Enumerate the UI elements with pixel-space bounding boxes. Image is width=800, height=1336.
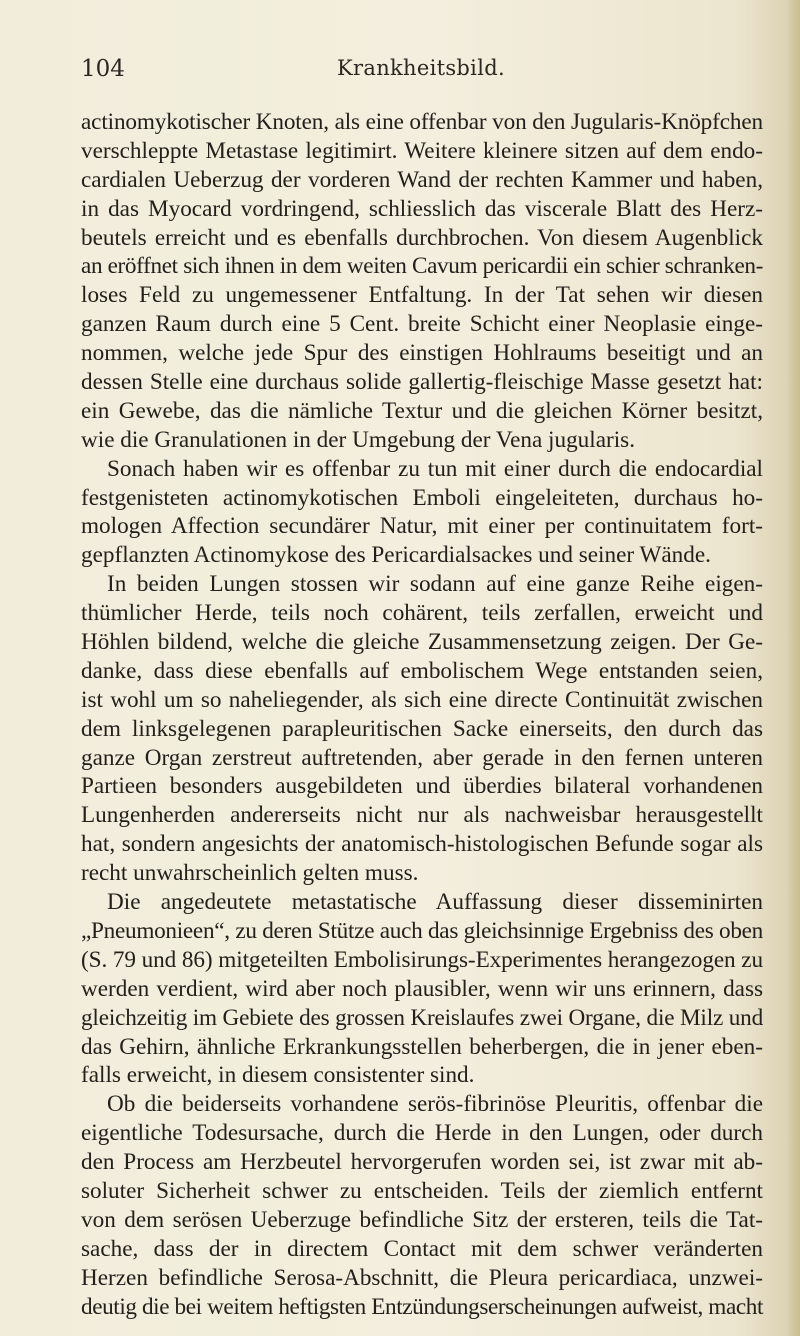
- text-line: hat, sondern angesichts der anatomisch-histologischen Befunde sogar als: [81, 831, 763, 858]
- text-line: ganzen Raum durch eine 5 Cent. breite Schicht einer Neoplasie einge-: [81, 311, 763, 338]
- text-line: eigentliche Todesursache, durch die Herde in den Lungen, oder durch: [81, 1120, 763, 1147]
- text-line: Die angedeutete metastatische Auffassung dieser disseminirten: [107, 889, 763, 916]
- text-line: ein Gewebe, das die nämliche Textur und die gleichen Körner besitzt,: [81, 397, 763, 424]
- text-line: Herzen befindliche Serosa-Abschnitt, die Pleura pericardiaca, unzwei-: [81, 1264, 763, 1291]
- text-line: ist wohl um so naheliegender, als sich eine directe Continuität zwischen: [81, 686, 763, 713]
- text-line: gepflanzten Actinomykose des Pericardialsackes und seiner Wände.: [81, 542, 711, 569]
- text-line: soluter Sicherheit schwer zu entscheiden. Teils der ziemlich entfernt: [81, 1177, 763, 1204]
- text-line: Sonach haben wir es offenbar zu tun mit einer durch die endocardial: [107, 455, 763, 482]
- text-line: dem linksgelegenen parapleuritischen Sacke einerseits, den durch das: [81, 715, 763, 742]
- text-line: danke, dass diese ebenfalls auf embolischem Wege entstanden seien,: [81, 657, 763, 684]
- page-edge-shadow: [786, 0, 800, 1336]
- text-line: das Gehirn, ähnliche Erkrankungsstellen beherbergen, die in jener eben-: [81, 1033, 763, 1060]
- text-line: Lungenherden andererseits nicht nur als nachweisbar herausgestellt: [81, 802, 763, 829]
- text-line: beutels erreicht und es ebenfalls durchbrochen. Von diesem Augenblick: [81, 224, 763, 251]
- text-line: „Pneumonieen“, zu deren Stütze auch das gleichsinnige Ergebniss des oben: [81, 917, 763, 944]
- text-line: werden verdient, wird aber noch plausibler, wenn wir uns erinnern, dass: [81, 975, 763, 1002]
- text-line: Ob die beiderseits vorhandene serös-fibrinöse Pleuritis, offenbar die: [107, 1091, 763, 1118]
- text-line: nommen, welche jede Spur des einstigen Hohlraums beseitigt und an: [81, 340, 763, 367]
- text-line: den Process am Herzbeutel hervorgerufen worden sei, ist zwar mit ab-: [81, 1149, 763, 1176]
- text-line: festgenisteten actinomykotischen Emboli eingeleiteten, durchaus ho-: [81, 484, 763, 511]
- text-line: Höhlen bildend, welche die gleiche Zusammensetzung zeigen. Der Ge-: [81, 629, 763, 656]
- text-line: (S. 79 und 86) mitgeteilten Embolisirungs-Experimentes herangezogen zu: [81, 946, 763, 973]
- text-line: wie die Granulationen in der Umgebung der Vena jugularis.: [81, 426, 635, 453]
- text-line: mologen Affection secundärer Natur, mit einer per continuitatem fort-: [81, 513, 763, 540]
- text-line: von dem serösen Ueberzuge befindliche Sitz der ersteren, teils die Tat-: [81, 1206, 763, 1233]
- page-header: [81, 56, 761, 90]
- text-line: in das Myocard vordringend, schliesslich das viscerale Blatt des Herz-: [81, 195, 763, 222]
- text-line: an eröffnet sich ihnen in dem weiten Cavum pericardii ein schier schranken-: [81, 253, 763, 280]
- text-line: falls erweicht, in diesem consistenter sind.: [81, 1062, 475, 1089]
- text-line: sache, dass der in directem Contact mit dem schwer veränderten: [81, 1235, 763, 1262]
- page-number: 104: [81, 56, 125, 82]
- text-line: recht unwahrscheinlich gelten muss.: [81, 860, 419, 887]
- body-text: [81, 108, 763, 1321]
- text-line: cardialen Ueberzug der vorderen Wand der rechten Kammer und haben,: [81, 166, 763, 193]
- text-line: In beiden Lungen stossen wir sodann auf eine ganze Reihe eigen-: [107, 571, 763, 598]
- text-line: loses Feld zu ungemessener Entfaltung. In der Tat sehen wir diesen: [81, 282, 763, 309]
- text-line: Partieen besonders ausgebildeten und überdies bilateral vorhandenen: [81, 773, 763, 800]
- text-line: deutig die bei weitem heftigsten Entzündungserscheinungen aufweist, macht: [81, 1293, 763, 1320]
- text-line: actinomykotischer Knoten, als eine offenbar von den Jugularis-Knöpfchen: [81, 109, 763, 135]
- text-line: thümlicher Herde, teils noch cohärent, teils zerfallen, erweicht und: [81, 600, 763, 627]
- text-line: dessen Stelle eine durchaus solide gallertig-fleischige Masse gesetzt hat:: [81, 369, 763, 396]
- text-line: ganze Organ zerstreut auftretenden, aber gerade in den fernen unteren: [81, 744, 763, 771]
- running-title: Krankheitsbild.: [337, 56, 505, 80]
- text-line: verschleppte Metastase legitimirt. Weitere kleinere sitzen auf dem endo-: [81, 137, 763, 164]
- text-line: gleichzeitig im Gebiete des grossen Kreislaufes zwei Organe, die Milz und: [81, 1004, 763, 1031]
